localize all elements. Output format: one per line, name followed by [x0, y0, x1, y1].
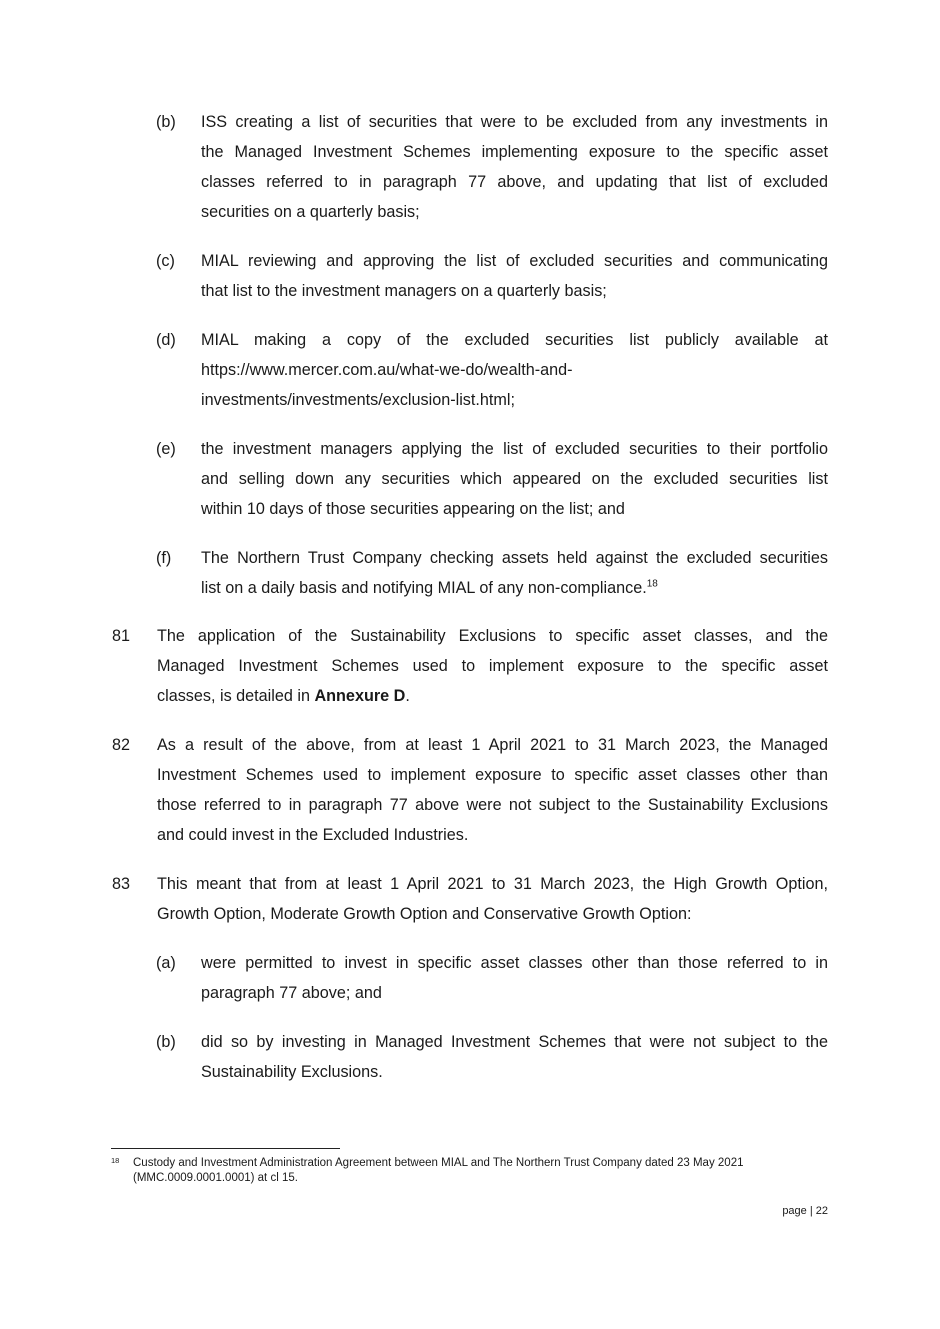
- text-line: the investment managers applying the list of excluded securities to their portfolio: [201, 440, 828, 458]
- list-item: [0, 246, 828, 306]
- text-line: As a result of the above, from at least 1 April 2021 to 31 March 2023, the Managed: [157, 736, 828, 754]
- item-text: [201, 107, 828, 227]
- page-number: page | 22: [782, 1205, 828, 1217]
- annexure-reference: Annexure D: [314, 687, 406, 705]
- item-label: (c): [156, 252, 175, 270]
- paragraph-number: 83: [112, 875, 131, 893]
- text-line: were permitted to invest in specific asset classes other than those referred to in: [201, 954, 828, 972]
- text-line: within 10 days of those securities appearing on the list; and: [201, 500, 625, 518]
- text-line: Sustainability Exclusions.: [201, 1063, 383, 1081]
- text-line: and could invest in the Excluded Industries.: [157, 826, 469, 844]
- text-line: did so by investing in Managed Investment Schemes that were not subject to the: [201, 1033, 828, 1051]
- footnote-number: 18: [111, 1156, 120, 1165]
- item-text: [201, 246, 828, 306]
- footnote-reference[interactable]: 18: [646, 578, 658, 590]
- text-line: the Managed Investment Schemes implementing exposure to the specific asset: [201, 143, 828, 161]
- text-line: MIAL reviewing and approving the list of excluded securities and communicating: [201, 252, 828, 270]
- list-item: [0, 325, 828, 415]
- numbered-paragraph: [0, 869, 828, 929]
- text-line: that list to the investment managers on a quarterly basis;: [201, 282, 607, 300]
- text-line: ISS creating a list of securities that were to be excluded from any investments in: [201, 113, 828, 131]
- item-text: [201, 543, 828, 603]
- text-line: This meant that from at least 1 April 2021 to 31 March 2023, the High Growth Option,: [157, 875, 828, 893]
- text-fragment: list on a daily basis and notifying MIAL of any non-compliance.: [201, 579, 647, 597]
- text-line: and selling down any securities which appeared on the excluded securities list: [201, 470, 828, 488]
- url-line: investments/investments/exclusion-list.html;: [201, 391, 515, 409]
- paragraph-text: [157, 869, 828, 929]
- text-line: classes referred to in paragraph 77 above, and updating that list of excluded: [201, 173, 828, 191]
- list-item: [0, 1027, 828, 1087]
- text-line: securities on a quarterly basis;: [201, 203, 420, 221]
- text-line: MIAL making a copy of the excluded securities list publicly available at: [201, 331, 828, 349]
- footnote: [111, 1156, 831, 1186]
- item-text: [201, 325, 828, 415]
- text-line: those referred to in paragraph 77 above were not subject to the Sustainability Exclusions: [157, 796, 828, 814]
- text-line: [157, 681, 828, 711]
- paragraph-text: [157, 621, 828, 711]
- text-fragment: .: [405, 687, 410, 705]
- text-line: paragraph 77 above; and: [201, 984, 382, 1002]
- text-line: Managed Investment Schemes used to implement exposure to the specific asset: [157, 657, 828, 675]
- list-item: [0, 543, 828, 603]
- paragraph-text: [157, 730, 828, 850]
- numbered-paragraph: [0, 621, 828, 711]
- paragraph-number: 82: [112, 736, 131, 754]
- item-label: (b): [156, 1033, 176, 1051]
- item-text: [201, 1027, 828, 1087]
- item-text: [201, 948, 828, 1008]
- item-label: (d): [156, 331, 176, 349]
- footnote-line: (MMC.0009.0001.0001) at cl 15.: [133, 1172, 298, 1184]
- text-line: [201, 573, 828, 603]
- url-line: https://www.mercer.com.au/what-we-do/wealth-and-: [201, 361, 573, 379]
- footnote-divider: [111, 1148, 340, 1149]
- text-line: Investment Schemes used to implement exposure to specific asset classes other than: [157, 766, 828, 784]
- text-line: The application of the Sustainability Exclusions to specific asset classes, and the: [157, 627, 828, 645]
- list-item: [0, 107, 828, 227]
- paragraph-number: 81: [112, 627, 131, 645]
- item-label: (e): [156, 440, 176, 458]
- item-label: (b): [156, 113, 176, 131]
- footnote-line: Custody and Investment Administration Agreement between MIAL and The Northern Trust Company dated 23 May 2021: [133, 1157, 744, 1169]
- text-line: Growth Option, Moderate Growth Option and Conservative Growth Option:: [157, 905, 692, 923]
- text-fragment: classes, is detailed in: [157, 687, 315, 705]
- item-label: (f): [156, 549, 172, 567]
- numbered-paragraph: [0, 730, 828, 850]
- list-item: [0, 948, 828, 1008]
- list-item: [0, 434, 828, 524]
- item-text: [201, 434, 828, 524]
- text-line: The Northern Trust Company checking assets held against the excluded securities: [201, 549, 828, 567]
- footnote-text: [133, 1156, 831, 1186]
- item-label: (a): [156, 954, 176, 972]
